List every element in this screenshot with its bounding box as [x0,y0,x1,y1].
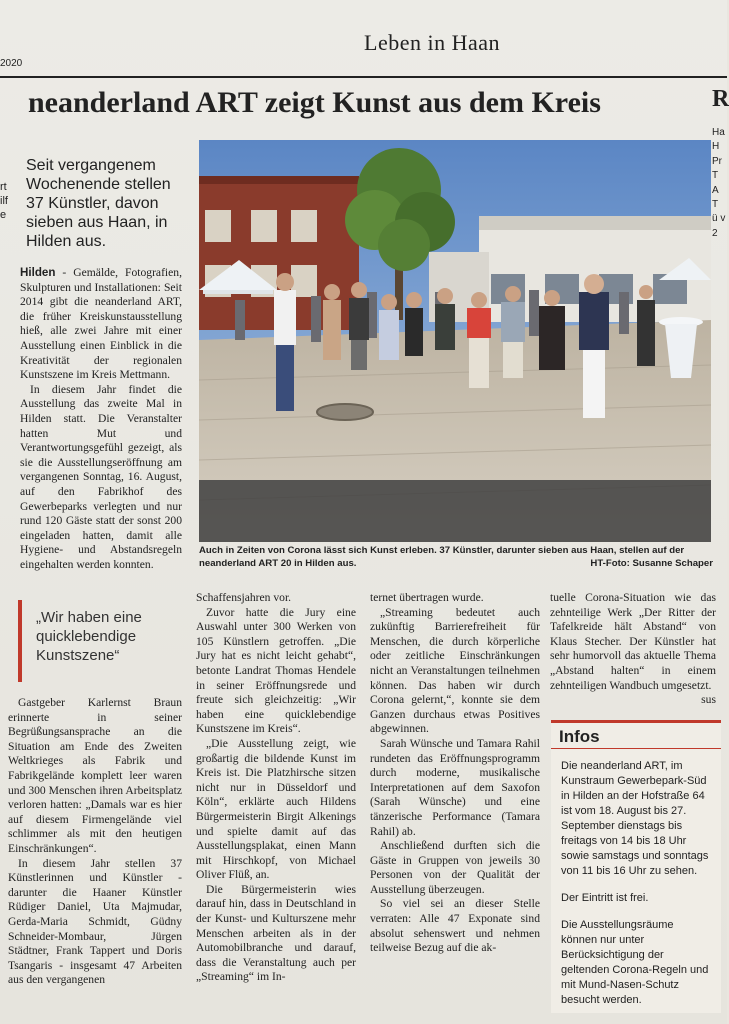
photo-caption [199,545,713,570]
dateline: Hilden [20,266,56,279]
author-signature: sus [701,693,716,707]
paragraph: Hilden - Gemälde, Fotografien, Skulpturen und Installationen: Seit 2014 gibt die neanderland ART, die früher Kreiskunstausstellung hieß, alle zwei Jahre mit einer Ausstellung einen Einblick in die Kreativität der regionalen Kunstszene im Kreis Mettmann. [20,266,182,382]
photo-credit: HT-Foto: Susanne Schaper [590,557,713,569]
adjacent-article-headline-fragment: R [712,86,729,112]
paragraph: Zuvor hatte die Jury eine Auswahl unter 300 Werken von 105 Künstlern getroffen. „Die Jury hat es nicht leicht gehabt“, betonte Landrat Thomas Hendele in seiner Eröffnungsrede und freute sich gleichzeitig: „Wir haben eine quicklebendige Kunstszene im Kreis“. [196,605,356,736]
paragraph: Gastgeber Karlernst Braun erinnerte in seiner Begrüßungsansprache an die Situation am Ende des Zweiten Weltkrieges als Fabrik und Fabrikgelände komplett leer waren und 300 Menschen ihren Arbeitsplatz verloren hatten: „Damals war es hier auf diesem Firmengelände viel schlimmer als mit den heutigen Einschränkungen“. [8,696,182,855]
adjacent-article-text-fragment: Ha H Pr T A T ü v 2 [712,127,726,239]
info-box [551,720,721,1013]
paragraph: So viel sei an dieser Stelle verraten: Alle 47 Exponate sind absolut sehenswert und nehmen teilweise Bezug auf die ak- [370,897,540,955]
column-3 [370,591,540,956]
paragraph: Sarah Wünsche und Tamara Rahil rundeten das Eröffnungsprogramm durch moderne, musikalische Interpretationen auf dem Saxofon (Sarah Wünsche) und eine tänzerische Performance (Tamara Rahil) ab. [370,736,540,838]
info-box-title: Infos [551,723,721,749]
info-hygiene-rules: Die Ausstellungsräume können nur unter Berücksichtigung der geltenden Corona-Regeln und mit Mund-Nasen-Schutz besucht werden. [561,919,709,1006]
date-fragment: 2020 [0,58,23,69]
caption-text: Auch in Zeiten von Corona lässt sich Kunst erleben. 37 Künstler, darunter sieben aus Haan, stellen auf der neanderland ART 20 in Hilden aus. [199,545,685,569]
paragraph: In diesem Jahr stellen 37 Künstlerinnen und Künstler - darunter die Haaner Künstler Rüdiger Daniel, Uta Majmudar, Gerda-Maria Schmidt, Güdny Schneider-Mombaur, Jürgen Städtner, Frank Tappert und Doris Tsangaris - insgesamt 47 Arbeiten aus den vergangenen [8,856,182,987]
event-photo [199,140,711,542]
paragraph: Anschließend durften sich die Gäste in Gruppen von jeweils 30 Personen von der Qualität der Ausstellung überzeugen. [370,839,540,896]
paragraph: tuelle Corona-Situation wie das zehnteilige Werk „Der Ritter der Tafelkreide hält Abstand“ von Klaus Stecher. Der Künstler hat sehr humorvoll das aktuelle Thema „Abstand halten“ in einem zehnteiligen Wandbuch umgesetzt. sus [550,591,716,707]
column-1-lower [8,696,182,988]
header-rule [0,76,727,78]
paragraph: „Streaming bedeutet auch zukünftig Barrierefreiheit für Menschen, die durch körperliche oder zeitliche Einschränkungen nicht an Veranstaltungen teilnehmen können. Das haben wir durch Corona gelernt,“, konnte sie dem Ganzen durchaus etwas Positives abgewinnen. [370,605,540,736]
headline: neanderland ART zeigt Kunst aus dem Kreis [28,86,601,119]
column-2 [196,591,356,985]
lead-paragraph: Seit vergangenem Wochenende stellen 37 Künstler, davon sieben aus Haan, in Hilden aus. [26,157,171,250]
section-title: Leben in Haan [364,30,500,55]
previous-article-text-fragment: rt ilf e [0,181,8,221]
info-admission: Der Eintritt ist frei. [561,892,649,904]
pull-quote: „Wir haben eine quicklebendige Kunstszene“ [18,600,180,682]
paragraph: Die Bürgermeisterin wies darauf hin, dass in Deutschland in der Kunst- und Kulturszene mehr Menschen arbeiten als in der Automobilbranche und darauf, dass die Veranstaltung auch per „Streaming“ im In- [196,882,356,984]
column-1-upper [20,266,182,572]
photo-illustration [199,140,711,542]
paragraph: ternet übertragen wurde. [370,591,484,604]
paragraph: „Die Ausstellung zeigt, wie großartig die bildende Kunst im Kreis ist. Die Platzhirsche sitzen nicht nur in Düsseldorf und Köln“, erklärte auch Hildens Bürgermeisterin Birgit Alkenings und spielte damit auf das Ausstellungsplakat, einen Mann mit Hirschkopf, von Michael Oliver Flüß, an. [196,736,356,882]
column-4 [550,591,716,708]
paragraph: In diesem Jahr findet die Ausstellung das zweite Mal in Hilden statt. Die Veranstalter hatten Mut und Verantwortungsgefühl gezeigt, als sie die Ausstellungseröffnung am vergangenen Sonntag, 16. August, auf den Fabrikhof des Gewerbeparks verlegten und nur rund 120 Gäste statt der sonst 200 eingeladen hatten, damit alle Hygiene- und Abstandsregeln eingehalten werden konnten. [20,382,182,571]
paragraph: Schaffensjahren vor. [196,591,292,604]
info-opening-hours: Die neanderland ART, im Kunstraum Gewerbepark-Süd in Hilden an der Hofstraße 64 ist vom 18. August bis 27. September dienstags bis freitags von 14 bis 18 Uhr sowie samstags und sonntags von 11 bis 16 Uhr zu sehen. [561,760,709,877]
